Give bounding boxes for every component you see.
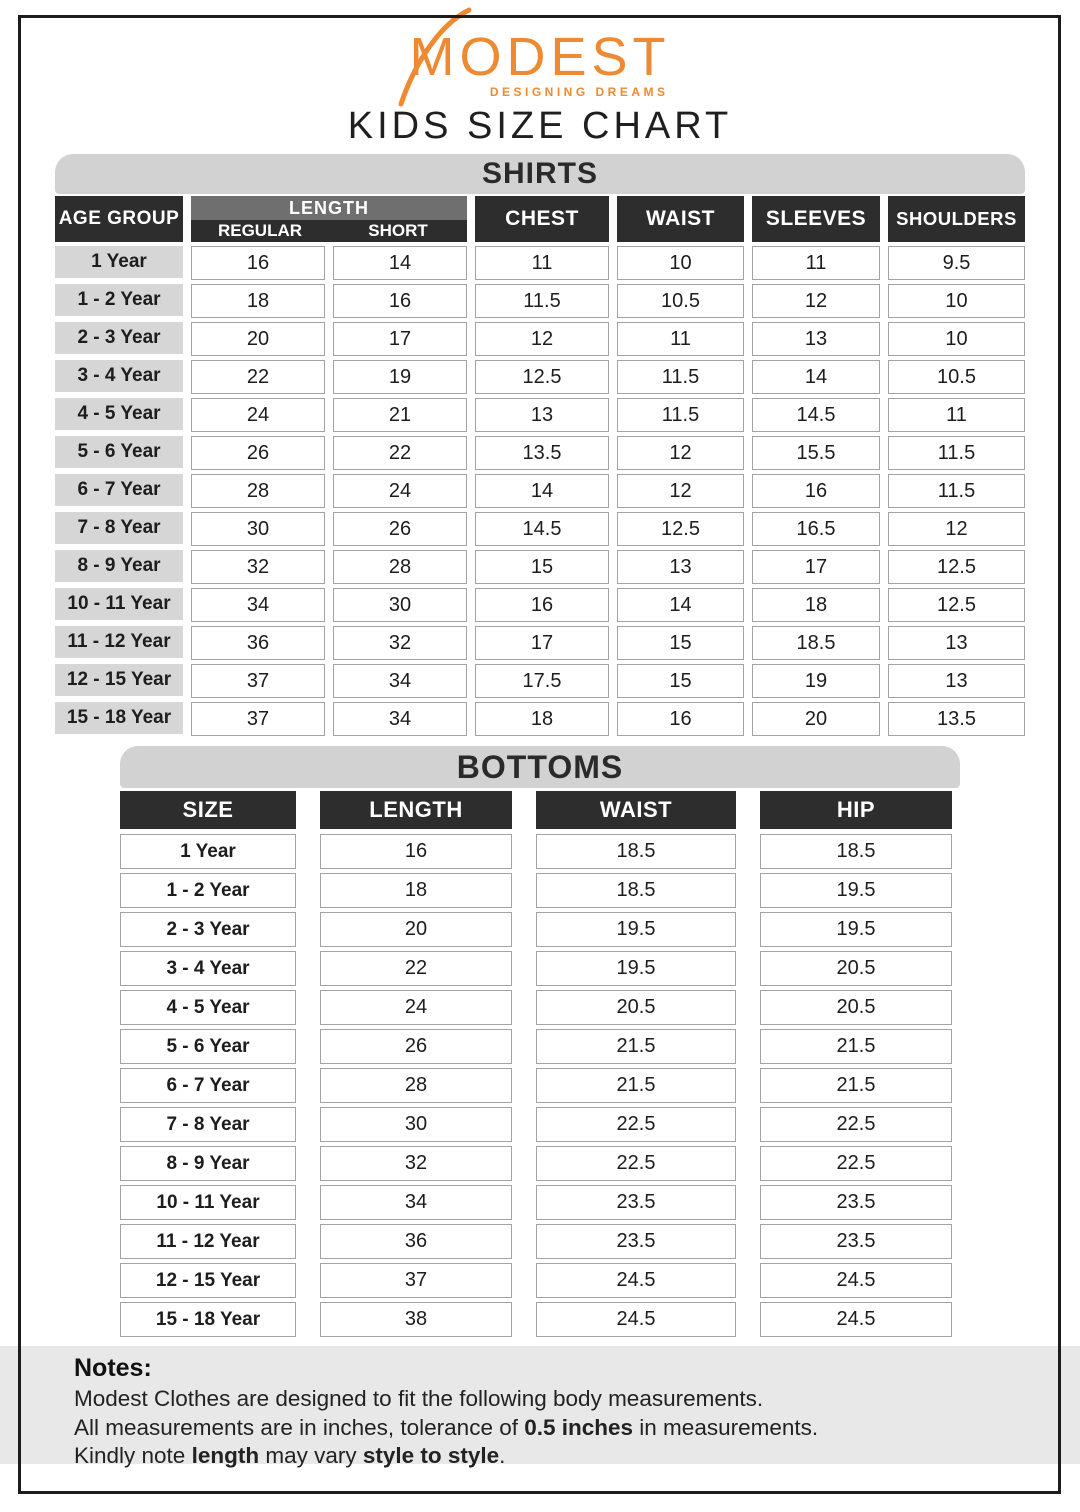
shoulders-cell: 12.5: [888, 588, 1025, 622]
waist-cell: 15: [617, 664, 744, 698]
size-cell: 8 - 9 Year: [120, 1146, 296, 1181]
size-cell: 10 - 11 Year: [120, 1185, 296, 1220]
sleeves-cell: 16: [752, 474, 880, 508]
notes-line-2: [74, 1414, 1080, 1443]
bottoms-table-row: [120, 1107, 960, 1142]
sleeves-cell: 17: [752, 550, 880, 584]
waist-cell-bottoms: 24.5: [536, 1263, 736, 1298]
regular-length-cell: 22: [191, 360, 325, 394]
bottoms-table-row: [120, 1029, 960, 1064]
age-group-cell: 15 - 18 Year: [55, 702, 183, 734]
shoulders-cell: 13.5: [888, 702, 1025, 736]
size-cell: 3 - 4 Year: [120, 951, 296, 986]
notes-line-3-post: .: [499, 1443, 506, 1469]
age-group-cell: 4 - 5 Year: [55, 398, 183, 430]
length-cell: 36: [320, 1224, 512, 1259]
shirts-table-row: [55, 284, 1025, 318]
age-group-cell: 7 - 8 Year: [55, 512, 183, 544]
bottoms-table-row: [120, 1185, 960, 1220]
shirts-table-row: [55, 436, 1025, 470]
chest-cell: 16: [475, 588, 609, 622]
hip-cell: 21.5: [760, 1029, 952, 1064]
shirts-section-bar: [55, 154, 1025, 194]
size-cell: 11 - 12 Year: [120, 1224, 296, 1259]
size-cell: 5 - 6 Year: [120, 1029, 296, 1064]
hip-cell: 23.5: [760, 1185, 952, 1220]
hip-cell: 23.5: [760, 1224, 952, 1259]
short-subheader: SHORT: [368, 221, 428, 240]
waist-cell: 12: [617, 436, 744, 470]
notes-section: [0, 1346, 1080, 1469]
length-cell: 34: [320, 1185, 512, 1220]
short-length-cell: 21: [333, 398, 467, 432]
shoulders-cell: 11: [888, 398, 1025, 432]
bottoms-table-row: [120, 1302, 960, 1337]
chest-cell: 13: [475, 398, 609, 432]
waist-cell-bottoms: 21.5: [536, 1029, 736, 1064]
age-group-cell: 1 - 2 Year: [55, 284, 183, 316]
sleeves-cell: 19: [752, 664, 880, 698]
length-cell: 16: [320, 834, 512, 869]
hip-cell: 21.5: [760, 1068, 952, 1103]
chest-cell: 11.5: [475, 284, 609, 318]
brand-name: MODEST: [409, 27, 671, 87]
length-cell: 20: [320, 912, 512, 947]
regular-length-cell: 16: [191, 246, 325, 280]
shirts-section: [55, 154, 1025, 736]
waist-cell-bottoms: 23.5: [536, 1185, 736, 1220]
bottoms-table-body: [120, 834, 960, 1337]
waist-cell-bottoms: 19.5: [536, 912, 736, 947]
shoulders-cell: 11.5: [888, 436, 1025, 470]
short-length-cell: 34: [333, 702, 467, 736]
waist-cell: 12.5: [617, 512, 744, 546]
bottoms-section: [120, 746, 960, 1337]
shoulders-cell: 13: [888, 664, 1025, 698]
regular-length-cell: 30: [191, 512, 325, 546]
bottoms-table-row: [120, 990, 960, 1025]
shoulders-cell: 10.5: [888, 360, 1025, 394]
size-column-header: SIZE: [120, 791, 296, 829]
short-length-cell: 30: [333, 588, 467, 622]
shirts-table-row: [55, 512, 1025, 546]
hip-cell: 22.5: [760, 1107, 952, 1142]
waist-column-header: WAIST: [617, 196, 744, 242]
logo-swoosh-icon: [395, 8, 475, 108]
notes-line-2-pre: All measurements are in inches, tolerance of: [74, 1414, 525, 1440]
bottoms-section-title: BOTTOMS: [456, 748, 624, 785]
sleeves-cell: 13: [752, 322, 880, 356]
short-length-cell: 32: [333, 626, 467, 660]
waist-cell-bottoms: 23.5: [536, 1224, 736, 1259]
hip-cell: 20.5: [760, 951, 952, 986]
shoulders-column-header: SHOULDERS: [888, 196, 1025, 242]
waist-cell-bottoms: 19.5: [536, 951, 736, 986]
chest-cell: 12: [475, 322, 609, 356]
age-group-cell: 10 - 11 Year: [55, 588, 183, 620]
waist-cell-bottoms: 20.5: [536, 990, 736, 1025]
length-cell: 30: [320, 1107, 512, 1142]
waist-cell: 11.5: [617, 360, 744, 394]
waist-cell: 10: [617, 246, 744, 280]
waist-cell: 15: [617, 626, 744, 660]
shirts-table-row: [55, 702, 1025, 736]
bottoms-table-row: [120, 1263, 960, 1298]
sleeves-cell: 11: [752, 246, 880, 280]
chest-cell: 14.5: [475, 512, 609, 546]
sleeves-cell: 18: [752, 588, 880, 622]
shirts-table-row: [55, 322, 1025, 356]
size-cell: 7 - 8 Year: [120, 1107, 296, 1142]
hip-cell: 18.5: [760, 834, 952, 869]
chest-cell: 18: [475, 702, 609, 736]
sleeves-cell: 20: [752, 702, 880, 736]
regular-length-cell: 20: [191, 322, 325, 356]
age-group-column-header: AGE GROUP: [55, 196, 183, 242]
sleeves-cell: 14.5: [752, 398, 880, 432]
notes-line-2-bold: 0.5 inches: [524, 1414, 634, 1440]
waist-cell: 14: [617, 588, 744, 622]
age-group-cell: 6 - 7 Year: [55, 474, 183, 506]
notes-heading: Notes:: [74, 1354, 152, 1382]
bottoms-table-row: [120, 834, 960, 869]
short-length-cell: 34: [333, 664, 467, 698]
length-cell: 24: [320, 990, 512, 1025]
waist-cell-bottoms: 18.5: [536, 873, 736, 908]
waist-cell: 11.5: [617, 398, 744, 432]
shoulders-cell: 13: [888, 626, 1025, 660]
age-group-cell: 5 - 6 Year: [55, 436, 183, 468]
chest-cell: 17.5: [475, 664, 609, 698]
chest-cell: 14: [475, 474, 609, 508]
regular-length-cell: 37: [191, 702, 325, 736]
length-cell: 18: [320, 873, 512, 908]
age-group-cell: 12 - 15 Year: [55, 664, 183, 696]
bottoms-table-row: [120, 873, 960, 908]
length-cell: 28: [320, 1068, 512, 1103]
age-group-cell: 1 Year: [55, 246, 183, 278]
size-cell: 1 Year: [120, 834, 296, 869]
shirts-table-row: [55, 588, 1025, 622]
shoulders-cell: 10: [888, 322, 1025, 356]
shirts-table-row: [55, 398, 1025, 432]
regular-length-cell: 28: [191, 474, 325, 508]
length-header-label: LENGTH: [191, 196, 467, 220]
notes-line-3-bold2: style to style: [362, 1443, 500, 1469]
shirts-table-body: [55, 246, 1025, 736]
shirts-table-header: [55, 196, 1025, 242]
notes-line-3-mid: may vary: [259, 1443, 363, 1469]
chest-cell: 17: [475, 626, 609, 660]
waist-cell: 11: [617, 322, 744, 356]
chest-cell: 12.5: [475, 360, 609, 394]
size-cell: 1 - 2 Year: [120, 873, 296, 908]
waist-cell: 13: [617, 550, 744, 584]
waist-cell-bottoms: 21.5: [536, 1068, 736, 1103]
chest-cell: 13.5: [475, 436, 609, 470]
shoulders-cell: 12.5: [888, 550, 1025, 584]
sleeves-cell: 12: [752, 284, 880, 318]
shoulders-cell: 12: [888, 512, 1025, 546]
length-cell: 32: [320, 1146, 512, 1181]
short-length-cell: 17: [333, 322, 467, 356]
modest-logo: [409, 27, 671, 99]
short-length-cell: 19: [333, 360, 467, 394]
waist-cell: 12: [617, 474, 744, 508]
waist-cell-bottoms: 22.5: [536, 1107, 736, 1142]
notes-line-1: [74, 1385, 1080, 1414]
brand-header: [0, 0, 1080, 148]
shoulders-cell: 10: [888, 284, 1025, 318]
shirts-table-row: [55, 626, 1025, 660]
length-column-header-bottoms: LENGTH: [320, 791, 512, 829]
shirts-table-row: [55, 246, 1025, 280]
size-cell: 6 - 7 Year: [120, 1068, 296, 1103]
bottoms-table-row: [120, 1224, 960, 1259]
bottoms-table-row: [120, 1146, 960, 1181]
bottoms-table-row: [120, 912, 960, 947]
sleeves-cell: 16.5: [752, 512, 880, 546]
size-cell: 12 - 15 Year: [120, 1263, 296, 1298]
short-length-cell: 16: [333, 284, 467, 318]
length-column-header: [191, 196, 467, 242]
size-cell: 2 - 3 Year: [120, 912, 296, 947]
notes-line-1-text: Modest Clothes are designed to fit the following body measurements.: [74, 1386, 764, 1411]
chest-cell: 11: [475, 246, 609, 280]
waist-cell: 10.5: [617, 284, 744, 318]
regular-length-cell: 36: [191, 626, 325, 660]
short-length-cell: 28: [333, 550, 467, 584]
shoulders-cell: 9.5: [888, 246, 1025, 280]
age-group-cell: 11 - 12 Year: [55, 626, 183, 658]
age-group-cell: 3 - 4 Year: [55, 360, 183, 392]
regular-subheader: REGULAR: [217, 221, 303, 240]
hip-cell: 22.5: [760, 1146, 952, 1181]
length-cell: 26: [320, 1029, 512, 1064]
sleeves-cell: 15.5: [752, 436, 880, 470]
short-length-cell: 22: [333, 436, 467, 470]
hip-cell: 24.5: [760, 1302, 952, 1337]
page-title: KIDS SIZE CHART: [347, 105, 733, 147]
bottoms-table-row: [120, 951, 960, 986]
shirts-table-row: [55, 550, 1025, 584]
bottoms-table-header: [120, 791, 960, 829]
regular-length-cell: 34: [191, 588, 325, 622]
age-group-cell: 8 - 9 Year: [55, 550, 183, 582]
length-cell: 37: [320, 1263, 512, 1298]
waist-column-header-bottoms: WAIST: [536, 791, 736, 829]
notes-line-2-post: in measurements.: [633, 1414, 819, 1440]
waist-cell-bottoms: 24.5: [536, 1302, 736, 1337]
brand-tagline: DESIGNING DREAMS: [489, 85, 669, 99]
shoulders-cell: 11.5: [888, 474, 1025, 508]
size-cell: 4 - 5 Year: [120, 990, 296, 1025]
shirts-table-row: [55, 474, 1025, 508]
chest-cell: 15: [475, 550, 609, 584]
hip-cell: 19.5: [760, 912, 952, 947]
regular-length-cell: 26: [191, 436, 325, 470]
hip-cell: 19.5: [760, 873, 952, 908]
hip-cell: 20.5: [760, 990, 952, 1025]
sleeves-cell: 14: [752, 360, 880, 394]
regular-length-cell: 32: [191, 550, 325, 584]
notes-line-3-pre: Kindly note: [74, 1443, 192, 1469]
short-length-cell: 26: [333, 512, 467, 546]
length-cell: 38: [320, 1302, 512, 1337]
waist-cell-bottoms: 22.5: [536, 1146, 736, 1181]
regular-length-cell: 37: [191, 664, 325, 698]
waist-cell-bottoms: 18.5: [536, 834, 736, 869]
notes-line-3-bold1: length: [191, 1443, 260, 1469]
length-cell: 22: [320, 951, 512, 986]
size-cell: 15 - 18 Year: [120, 1302, 296, 1337]
hip-column-header: HIP: [760, 791, 952, 829]
short-length-cell: 14: [333, 246, 467, 280]
short-length-cell: 24: [333, 474, 467, 508]
notes-line-3: [74, 1442, 1080, 1471]
shirts-section-title: SHIRTS: [481, 157, 598, 190]
sleeves-column-header: SLEEVES: [752, 196, 880, 242]
sleeves-cell: 18.5: [752, 626, 880, 660]
bottoms-section-bar: [120, 746, 960, 788]
regular-length-cell: 24: [191, 398, 325, 432]
waist-cell: 16: [617, 702, 744, 736]
hip-cell: 24.5: [760, 1263, 952, 1298]
length-subheaders: [191, 220, 467, 242]
chest-column-header: CHEST: [475, 196, 609, 242]
bottoms-table-row: [120, 1068, 960, 1103]
age-group-cell: 2 - 3 Year: [55, 322, 183, 354]
shirts-table-row: [55, 664, 1025, 698]
shirts-table-row: [55, 360, 1025, 394]
regular-length-cell: 18: [191, 284, 325, 318]
